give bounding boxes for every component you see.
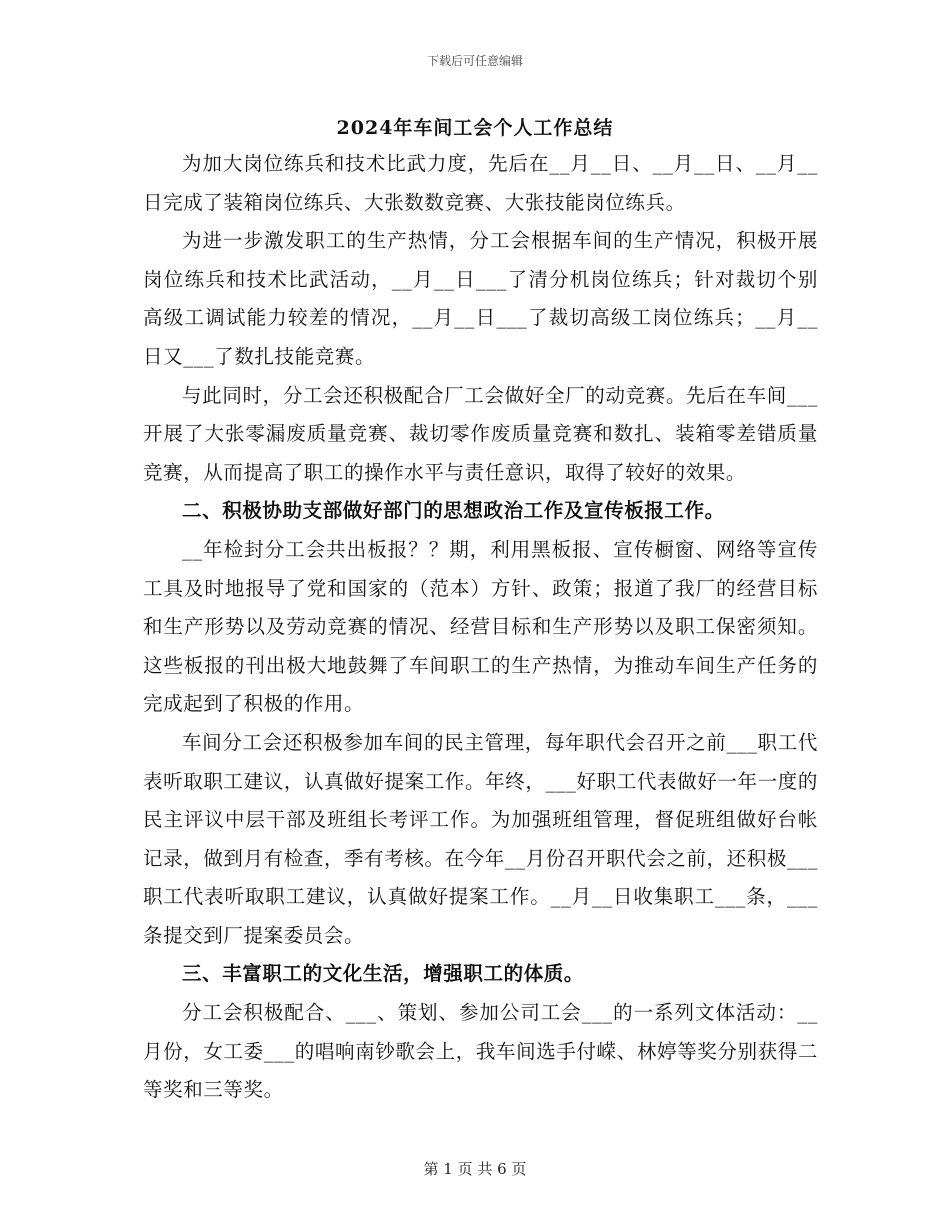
- paragraph: 为进一步激发职工的生产热情，分工会根据车间的生产情况，积极开展岗位练兵和技术比武活动，__月__日___了清分机岗位练兵；针对裁切个别高级工调试能力较差的情况，__月__日___了裁切高级工岗位练兵；__月__日又___了数扎技能竞赛。: [143, 229, 818, 368]
- paragraph: 与此同时，分工会还积极配合厂工会做好全厂的动竞赛。先后在车间___开展了大张零漏废质量竞赛、裁切零作废质量竞赛和数扎、装箱零差错质量竞赛，从而提高了职工的操作水平与责任意识，取得了较好的效果。: [143, 383, 818, 484]
- document-title: 2024年车间工会个人工作总结: [336, 117, 614, 139]
- page-number: 第 1 页 共 6 页: [423, 1160, 527, 1178]
- paragraph: __年检封分工会共出板报？？期，利用黑板报、宣传橱窗、网络等宣传工具及时地报导了党和国家的（范本）方针、政策；报道了我厂的经营目标和生产形势以及劳动竞赛的情况、经营目标和生产形势以及职工保密须知。这些板报的刊出极大地鼓舞了车间职工的生产热情，为推动车间生产任务的完成起到了积极的作用。: [143, 537, 818, 716]
- section-heading-3: 三、丰富职工的文化生活，增强职工的体质。: [182, 962, 585, 986]
- paragraph: 分工会积极配合、___、策划、参加公司工会___的一系列文体活动：__月份，女工委___的唱响南钞歌会上，我车间选手付嵘、林婷等奖分别获得二等奖和三等奖。: [143, 1001, 818, 1102]
- document-body: [143, 145, 818, 1110]
- paragraph: 为加大岗位练兵和技术比武力度，先后在__月__日、__月__日、__月__日完成了装箱岗位练兵、大张数数竞赛、大张技能岗位练兵。: [143, 152, 818, 214]
- paragraph: 车间分工会还积极参加车间的民主管理，每年职代会召开之前___职工代表听取职工建议，认真做好提案工作。年终，___好职工代表做好一年一度的民主评议中层干部及班组长考评工作。为加强班组管理，督促班组做好台帐记录，做到月有检查，季有考核。在今年__月份召开职代会之前，还积极___职工代表听取职工建议，认真做好提案工作。__月__日收集职工___条，___条提交到厂提案委员会。: [143, 730, 818, 947]
- section-heading-2: 二、积极协助支部做好部门的思想政治工作及宣传板报工作。: [182, 499, 725, 523]
- page-header-note: 下载后可任意编辑: [426, 54, 523, 68]
